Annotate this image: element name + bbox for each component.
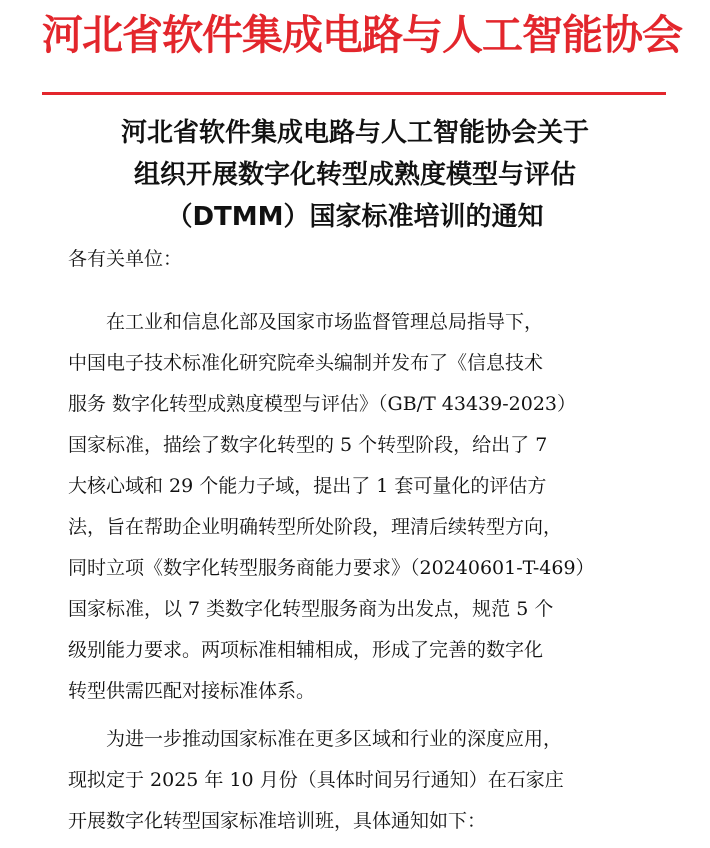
body-paragraph-2 (68, 719, 648, 842)
paragraph-line: 法，旨在帮助企业明确转型所处阶段，理清后续转型方向， (68, 516, 563, 538)
paragraph-line: 为进一步推动国家标准在更多区域和行业的深度应用， (106, 728, 563, 750)
title-line-3: （DTMM）国家标准培训的通知 (166, 202, 544, 232)
paragraph-line: 在工业和信息化部及国家市场监督管理总局指导下， (106, 311, 544, 333)
paragraph-line: 大核心域和 29 个能力子域，提出了 1 套可量化的评估方 (68, 475, 547, 497)
paragraph-line: 国家标准，以 7 类数字化转型服务商为出发点，规范 5 个 (68, 598, 554, 620)
title-line-2: 组织开展数字化转型成熟度模型与评估 (133, 160, 576, 190)
paragraph-line: 同时立项《数字化转型服务商能力要求》（20240601-T-469） (68, 557, 595, 579)
title-line-1: 河北省软件集成电路与人工智能协会关于 (120, 118, 589, 148)
salutation: 各有关单位： (68, 248, 183, 270)
paragraph-line: 级别能力要求。两项标准相辅相成，形成了完善的数字化 (68, 639, 544, 661)
document-title (50, 112, 660, 238)
organization-letterhead: 河北省软件集成电路与人工智能协会 (42, 11, 682, 59)
paragraph-line: 转型供需匹配对接标准体系。 (68, 680, 316, 702)
paragraph-line: 现拟定于 2025 年 10 月份（具体时间另行通知）在石家庄 (68, 769, 564, 791)
letterhead-red-rule (42, 92, 666, 95)
body-paragraph-1 (68, 302, 648, 712)
paragraph-line: 服务 数字化转型成熟度模型与评估》（GB/T 43439-2023） (68, 393, 577, 415)
paragraph-line: 中国电子技术标准化研究院牵头编制并发布了《信息技术 (68, 352, 544, 374)
paragraph-line: 开展数字化转型国家标准培训班，具体通知如下： (68, 810, 487, 832)
paragraph-line: 国家标准，描绘了数字化转型的 5 个转型阶段，给出了 7 (68, 434, 548, 456)
